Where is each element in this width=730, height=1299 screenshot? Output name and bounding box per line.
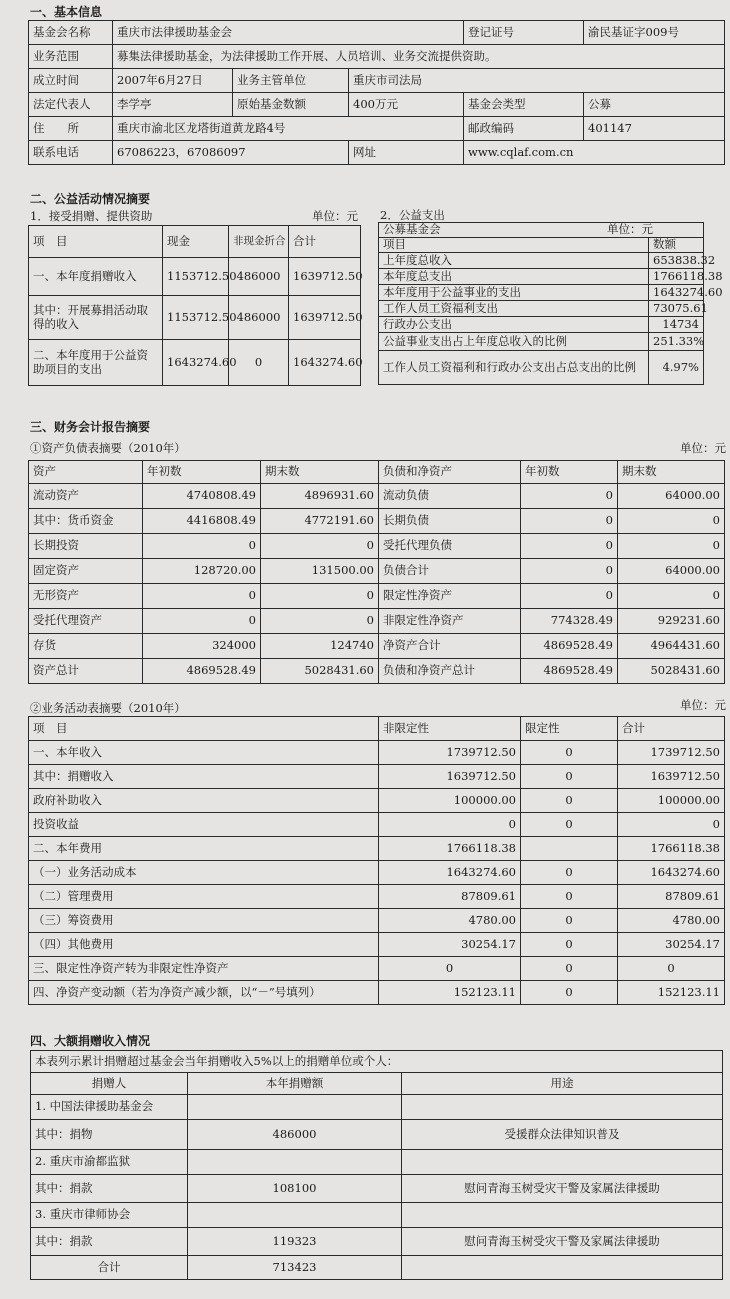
- field-label: 登记证号: [464, 21, 584, 45]
- table-cell: 长期投资: [29, 534, 143, 559]
- table-cell: 一、本年收入: [29, 741, 379, 765]
- table-cell: 负债合计: [379, 559, 521, 584]
- table-cell: 131500.00: [261, 559, 379, 584]
- table-cell: 公益事业支出占上年度总收入的比例: [379, 333, 649, 351]
- table-row: [29, 909, 725, 933]
- expenditure-table-body: [378, 237, 723, 385]
- table-cell: 受援群众法律知识普及: [402, 1120, 723, 1150]
- table-row: [31, 1175, 723, 1203]
- table-cell: 1153712.50: [163, 296, 229, 340]
- table-row: [29, 861, 725, 885]
- donations-table: [28, 225, 361, 386]
- table-cell: 1643274.60: [289, 340, 361, 386]
- table-cell: 其中：捐物: [31, 1120, 188, 1150]
- major-donations-table: [30, 1050, 723, 1280]
- unit-label: 单位：元: [312, 209, 358, 223]
- table-cell: 0: [379, 813, 521, 837]
- table-row: [29, 117, 725, 141]
- table-cell: 87809.61: [379, 885, 521, 909]
- table-cell: 0: [521, 957, 618, 981]
- table-cell: 4740808.49: [143, 484, 261, 509]
- table-cell: 0: [618, 534, 725, 559]
- table-row: [31, 1051, 723, 1073]
- basic-info-table: [28, 20, 725, 165]
- table-cell: 0: [618, 584, 725, 609]
- table-cell: 1643274.60: [163, 340, 229, 386]
- table-cell: 486000: [229, 296, 289, 340]
- table-row: [29, 741, 725, 765]
- table-cell: 100000.00: [379, 789, 521, 813]
- column-header: 项 目: [29, 717, 379, 741]
- table-cell: 30254.17: [618, 933, 725, 957]
- table-row: [29, 296, 361, 340]
- table-row: [29, 509, 725, 534]
- table-cell: 净资产合计: [379, 634, 521, 659]
- table-cell: 119323: [188, 1228, 402, 1256]
- table-row: [29, 141, 725, 165]
- table-cell: 1153712.50: [163, 258, 229, 296]
- table-row: [31, 1256, 723, 1280]
- column-header: 期末数: [618, 461, 725, 484]
- table-cell: [188, 1150, 402, 1175]
- table-cell: 二、本年度用于公益资助项目的支出: [29, 340, 163, 386]
- column-header: 项 目: [29, 226, 163, 258]
- table-cell: 2. 重庆市渝都监狱: [31, 1150, 188, 1175]
- table-header-row: [31, 1073, 723, 1095]
- table-cell: 4869528.49: [521, 634, 618, 659]
- table-cell: 486000: [188, 1120, 402, 1150]
- table-cell: 0: [521, 981, 618, 1005]
- table-cell: 上年度总收入: [379, 253, 649, 269]
- table-cell: 本年度用于公益事业的支出: [379, 285, 649, 301]
- unit-label: 单位：元: [607, 222, 653, 236]
- table-cell: [188, 1095, 402, 1120]
- table-row: [29, 634, 725, 659]
- table-row: [31, 1120, 723, 1150]
- column-header: 年初数: [143, 461, 261, 484]
- table-cell: 0: [261, 534, 379, 559]
- table-cell: 0: [521, 584, 618, 609]
- table-cell: 1639712.50: [289, 258, 361, 296]
- table-cell: 行政办公支出: [379, 317, 649, 333]
- section-title-public-welfare: 二、公益活动情况摘要: [30, 192, 151, 206]
- table-row: [29, 837, 725, 861]
- table-cell: 929231.60: [618, 609, 725, 634]
- table-cell: 0: [229, 340, 289, 386]
- table-cell: 4780.00: [379, 909, 521, 933]
- table-row: [29, 813, 725, 837]
- table-cell: 1643274.60: [649, 285, 704, 301]
- table-cell: 其中：捐款: [31, 1175, 188, 1203]
- table-cell: 1639712.50: [289, 296, 361, 340]
- table-cell: 其中：捐款: [31, 1228, 188, 1256]
- table-cell: 资产总计: [29, 659, 143, 684]
- field-label: 联系电话: [29, 141, 113, 165]
- table-row: [31, 1228, 723, 1256]
- table-row: [31, 1095, 723, 1120]
- table-note: 本表列示累计捐赠超过基金会当年捐赠收入5%以上的捐赠单位或个人：: [31, 1051, 723, 1073]
- table-cell: 非限定性净资产: [379, 609, 521, 634]
- table-cell: 一、本年度捐赠收入: [29, 258, 163, 296]
- table-cell: 3. 重庆市律师协会: [31, 1203, 188, 1228]
- table-cell: 0: [143, 534, 261, 559]
- activity-table: [28, 716, 725, 1005]
- table-cell: 三、限定性净资产转为非限定性净资产: [29, 957, 379, 981]
- field-value: 公募: [584, 93, 725, 117]
- table-cell: 其中：捐赠收入: [29, 765, 379, 789]
- table-cell: 4964431.60: [618, 634, 725, 659]
- field-value: 2007年6月27日: [113, 69, 233, 93]
- field-label: 业务范围: [29, 45, 113, 69]
- table-cell: 长期负债: [379, 509, 521, 534]
- table-cell: 0: [521, 813, 618, 837]
- table-cell: 限定性净资产: [379, 584, 521, 609]
- table-cell: 0: [618, 509, 725, 534]
- field-label: 基金会类型: [464, 93, 584, 117]
- table-row: [379, 317, 704, 333]
- column-header: 期末数: [261, 461, 379, 484]
- field-label: 邮政编码: [464, 117, 584, 141]
- table-cell: 73075.61: [649, 301, 704, 317]
- column-header: 非现金折合: [229, 226, 289, 258]
- table-cell: 受托代理资产: [29, 609, 143, 634]
- field-value: 重庆市法律援助基金会: [113, 21, 464, 45]
- table-row: [379, 333, 704, 351]
- table-row: [29, 69, 725, 93]
- table-cell: 流动负债: [379, 484, 521, 509]
- table-cell: 128720.00: [143, 559, 261, 584]
- table-cell: 1639712.50: [618, 765, 725, 789]
- table-cell: 64000.00: [618, 559, 725, 584]
- table-cell: 152123.11: [618, 981, 725, 1005]
- table-row: [29, 559, 725, 584]
- table-cell: 受托代理负债: [379, 534, 521, 559]
- table-row: [29, 340, 361, 386]
- table-cell: 1643274.60: [618, 861, 725, 885]
- column-header: 负债和净资产: [379, 461, 521, 484]
- field-label: 业务主管单位: [233, 69, 349, 93]
- table-row: [29, 21, 725, 45]
- table-row: [29, 584, 725, 609]
- table-cell: 0: [521, 559, 618, 584]
- table-cell: 152123.11: [379, 981, 521, 1005]
- table-row: [29, 933, 725, 957]
- field-label: 法定代表人: [29, 93, 113, 117]
- field-value: 400万元: [349, 93, 464, 117]
- field-value: 募集法律援助基金，为法律援助工作开展、人员培训、业务交流提供资助。: [113, 45, 725, 69]
- table-cell: 251.33%: [649, 333, 704, 351]
- table-cell: [402, 1150, 723, 1175]
- table-cell: 其中：货币资金: [29, 509, 143, 534]
- section-title-major-donations: 四、大额捐赠收入情况: [30, 1034, 151, 1048]
- table-cell: 30254.17: [379, 933, 521, 957]
- table-header-row: [29, 461, 725, 484]
- section-title-financial: 三、财务会计报告摘要: [30, 420, 151, 434]
- table-cell: 其中：开展募捐活动取得的收入: [29, 296, 163, 340]
- table-row: [29, 765, 725, 789]
- table-cell: 0: [521, 933, 618, 957]
- table-cell: 存货: [29, 634, 143, 659]
- table-cell: 0: [521, 765, 618, 789]
- table-cell: 慰问青海玉树受灾干警及家属法律援助: [402, 1175, 723, 1203]
- fund-type-label: 公募基金会: [383, 222, 441, 237]
- table-cell: 100000.00: [618, 789, 725, 813]
- field-value: 67086223，67086097: [113, 141, 349, 165]
- table-row: [29, 957, 725, 981]
- section-title-basic-info: 一、基本信息: [30, 5, 103, 19]
- table-row: [29, 484, 725, 509]
- table-cell: 0: [521, 789, 618, 813]
- table-cell: （四）其他费用: [29, 933, 379, 957]
- table-cell: 1766118.38: [618, 837, 725, 861]
- table-row: [29, 885, 725, 909]
- table-row: [29, 93, 725, 117]
- table-cell: 0: [521, 741, 618, 765]
- table-cell: 4869528.49: [521, 659, 618, 684]
- table-row: [29, 534, 725, 559]
- field-value: 重庆市渝北区龙塔街道黄龙路4号: [113, 117, 464, 141]
- table-cell: [402, 1095, 723, 1120]
- table-row: [29, 789, 725, 813]
- table-cell: 0: [143, 609, 261, 634]
- table-row: [379, 301, 704, 317]
- table-row: [379, 285, 704, 301]
- table-cell: 486000: [229, 258, 289, 296]
- column-header: 数额: [649, 238, 704, 253]
- table-cell: 774328.49: [521, 609, 618, 634]
- field-value: 重庆市司法局: [349, 69, 725, 93]
- table-cell: 负债和净资产总计: [379, 659, 521, 684]
- field-label: 成立时间: [29, 69, 113, 93]
- table-cell: 1. 中国法律援助基金会: [31, 1095, 188, 1120]
- table-cell: 1766118.38: [379, 837, 521, 861]
- table-cell: 0: [521, 509, 618, 534]
- table-cell: 4780.00: [618, 909, 725, 933]
- table-row: [379, 269, 704, 285]
- table-cell: 5028431.60: [261, 659, 379, 684]
- table-cell: 653838.32: [649, 253, 704, 269]
- column-header: 资产: [29, 461, 143, 484]
- field-value: 李学亭: [113, 93, 233, 117]
- table-cell: 二、本年费用: [29, 837, 379, 861]
- table-cell: 0: [143, 584, 261, 609]
- subtitle-balance-sheet: ①资产负债表摘要（2010年）: [30, 441, 186, 455]
- table-cell: 14734: [649, 317, 704, 333]
- column-header: 现金: [163, 226, 229, 258]
- table-cell: 固定资产: [29, 559, 143, 584]
- field-label: 基金会名称: [29, 21, 113, 45]
- table-cell: 0: [521, 534, 618, 559]
- table-row: [29, 45, 725, 69]
- table-cell: 0: [618, 957, 725, 981]
- table-row: [29, 609, 725, 634]
- table-cell: 0: [618, 813, 725, 837]
- table-cell: 工作人员工资福利和行政办公支出占总支出的比例: [379, 351, 649, 385]
- table-cell: 慰问青海玉树受灾干警及家属法律援助: [402, 1228, 723, 1256]
- unit-label: 单位：元: [680, 441, 726, 455]
- table-cell: 124740: [261, 634, 379, 659]
- field-value: www.cqlaf.com.cn: [464, 141, 725, 165]
- balance-sheet-table: [28, 460, 725, 684]
- table-cell: 0: [521, 484, 618, 509]
- subtitle-donations: 1．接受捐赠、提供资助: [30, 209, 153, 223]
- table-cell: 5028431.60: [618, 659, 725, 684]
- table-cell: 流动资产: [29, 484, 143, 509]
- subtitle-activity-statement: ②业务活动表摘要（2010年）: [30, 701, 186, 715]
- table-cell: 324000: [143, 634, 261, 659]
- column-header: 捐赠人: [31, 1073, 188, 1095]
- column-header: 年初数: [521, 461, 618, 484]
- table-cell: （三）筹资费用: [29, 909, 379, 933]
- table-cell: 投资收益: [29, 813, 379, 837]
- field-label: 住 所: [29, 117, 113, 141]
- column-header: 项目: [379, 238, 649, 253]
- field-value: 401147: [584, 117, 725, 141]
- table-cell: 0: [261, 609, 379, 634]
- table-cell: 4772191.60: [261, 509, 379, 534]
- table-row: [379, 351, 704, 385]
- table-cell: 4869528.49: [143, 659, 261, 684]
- column-header: 合计: [289, 226, 361, 258]
- table-cell: 0: [379, 957, 521, 981]
- column-header: 本年捐赠额: [188, 1073, 402, 1095]
- table-cell: [402, 1256, 723, 1280]
- table-row: [379, 223, 704, 238]
- unit-label: 单位：元: [680, 698, 726, 712]
- table-cell: 本年度总支出: [379, 269, 649, 285]
- table-cell: 108100: [188, 1175, 402, 1203]
- table-cell: 87809.61: [618, 885, 725, 909]
- subtitle-public-expenditure: 2．公益支出: [380, 208, 445, 222]
- column-header: 限定性: [521, 717, 618, 741]
- table-row: [29, 659, 725, 684]
- column-header: 合计: [618, 717, 725, 741]
- column-header: 用途: [402, 1073, 723, 1095]
- table-row: [379, 253, 704, 269]
- table-cell: （一）业务活动成本: [29, 861, 379, 885]
- table-cell: 0: [521, 861, 618, 885]
- table-row: [29, 981, 725, 1005]
- table-cell: 1739712.50: [379, 741, 521, 765]
- table-cell: 713423: [188, 1256, 402, 1280]
- table-cell: 0: [521, 885, 618, 909]
- expenditure-table: [378, 222, 704, 238]
- table-cell: （二）管理费用: [29, 885, 379, 909]
- table-cell: 4416808.49: [143, 509, 261, 534]
- table-cell: 无形资产: [29, 584, 143, 609]
- table-cell: [521, 837, 618, 861]
- table-row: [29, 258, 361, 296]
- table-cell: 64000.00: [618, 484, 725, 509]
- table-cell: 工作人员工资福利支出: [379, 301, 649, 317]
- table-header-row: [29, 226, 361, 258]
- table-cell: 0: [261, 584, 379, 609]
- field-label: 网址: [349, 141, 464, 165]
- table-cell: 1643274.60: [379, 861, 521, 885]
- table-cell: 合计: [31, 1256, 188, 1280]
- table-header-row: [29, 717, 725, 741]
- field-label: 原始基金数额: [233, 93, 349, 117]
- table-cell: [379, 223, 704, 238]
- table-row: [31, 1150, 723, 1175]
- table-cell: [188, 1203, 402, 1228]
- table-cell: 1766118.38: [649, 269, 704, 285]
- field-value: 渝民基证字009号: [584, 21, 725, 45]
- table-cell: 政府补助收入: [29, 789, 379, 813]
- table-row: [31, 1203, 723, 1228]
- table-cell: 0: [521, 909, 618, 933]
- table-cell: 4896931.60: [261, 484, 379, 509]
- table-cell: [402, 1203, 723, 1228]
- table-header-row: [379, 238, 704, 253]
- table-cell: 四、净资产变动额（若为净资产减少额，以“－”号填列）: [29, 981, 379, 1005]
- table-cell: 4.97%: [649, 351, 704, 385]
- table-cell: 1739712.50: [618, 741, 725, 765]
- table-cell: 1639712.50: [379, 765, 521, 789]
- column-header: 非限定性: [379, 717, 521, 741]
